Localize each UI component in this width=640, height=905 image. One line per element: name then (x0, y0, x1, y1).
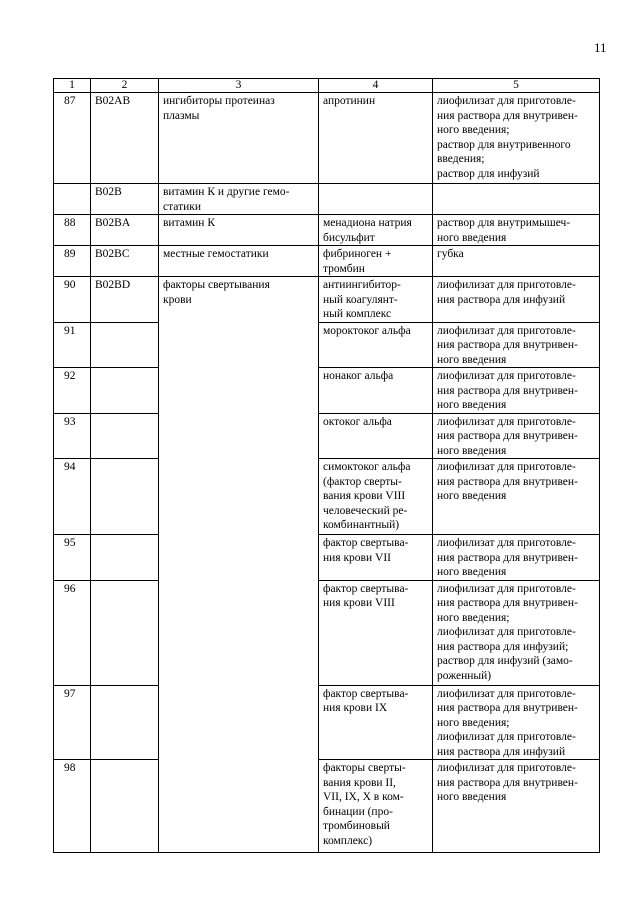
substance-name: фибриноген + тромбин (319, 246, 433, 277)
header-col-2: 2 (91, 79, 159, 93)
dosage-form: губка (433, 246, 600, 277)
substance-name: менадиона натрия бисульфит (319, 215, 433, 246)
page-number: 11 (594, 40, 607, 55)
row-number: 91 (54, 322, 91, 368)
header-col-4: 4 (319, 79, 433, 93)
dosage-form: раствор для внутримышеч- ного введения (433, 215, 600, 246)
row-number: 92 (54, 368, 91, 414)
atc-code (91, 760, 159, 853)
dosage-form: лиофилизат для приготовле- ния раствора для внутривен- ного введения (433, 322, 600, 368)
group-name: ингибиторы протеиназ плазмы (159, 93, 319, 184)
substance-name: факторы сверты- вания крови II, VII, IX, X в ком- бинации (про- тромбиновый комплекс) (319, 760, 433, 853)
substance-name: фактор свертыва- ния крови VIII (319, 580, 433, 685)
row-number: 90 (54, 277, 91, 323)
substance-name: апротинин (319, 93, 433, 184)
substance-name: октоког альфа (319, 413, 433, 459)
substance-name (319, 184, 433, 215)
table-row (54, 459, 600, 535)
row-number: 87 (54, 93, 91, 184)
atc-code: B02BC (91, 246, 159, 277)
atc-code (91, 413, 159, 459)
table-header-row (54, 79, 600, 93)
header-col-1: 1 (54, 79, 91, 93)
row-number: 96 (54, 580, 91, 685)
dosage-form: лиофилизат для приготовле- ния раствора для внутривен- ного введения; лиофилизат для приготовле- ния раствора для инфузий; раствор для инфузий (замо- роженный) (433, 580, 600, 685)
dosage-form: лиофилизат для приготовле- ния раствора для внутривен- ного введения (433, 459, 600, 535)
table-row (54, 413, 600, 459)
drug-table (53, 78, 600, 853)
table-row (54, 277, 600, 323)
row-number: 89 (54, 246, 91, 277)
header-col-3: 3 (159, 79, 319, 93)
atc-code: B02BD (91, 277, 159, 323)
atc-code: B02AB (91, 93, 159, 184)
row-number: 98 (54, 760, 91, 853)
table-row (54, 580, 600, 685)
table-row (54, 760, 600, 853)
table-row (54, 93, 600, 184)
row-number: 97 (54, 685, 91, 760)
group-name: факторы свертывания крови (159, 277, 319, 853)
atc-code (91, 459, 159, 535)
dosage-form: лиофилизат для приготовле- ния раствора для внутривен- ного введения (433, 760, 600, 853)
row-number (54, 184, 91, 215)
dosage-form: лиофилизат для приготовле- ния раствора для внутривен- ного введения (433, 368, 600, 414)
row-number: 95 (54, 535, 91, 581)
dosage-form (433, 184, 600, 215)
row-number: 88 (54, 215, 91, 246)
substance-name: антиингибитор- ный коагулянт- ный комплекс (319, 277, 433, 323)
dosage-form: лиофилизат для приготовле- ния раствора для внутривен- ного введения; лиофилизат для приготовле- ния раствора для инфузий (433, 685, 600, 760)
table-row (54, 215, 600, 246)
atc-code (91, 580, 159, 685)
substance-name: нонаког альфа (319, 368, 433, 414)
row-number: 94 (54, 459, 91, 535)
dosage-form: лиофилизат для приготовле- ния раствора для инфузий (433, 277, 600, 323)
substance-name: фактор свертыва- ния крови IX (319, 685, 433, 760)
table-row (54, 184, 600, 215)
atc-code (91, 368, 159, 414)
table-row (54, 246, 600, 277)
table-row (54, 368, 600, 414)
table-row (54, 685, 600, 760)
dosage-form: лиофилизат для приготовле- ния раствора для внутривен- ного введения (433, 413, 600, 459)
header-col-5: 5 (433, 79, 600, 93)
row-number: 93 (54, 413, 91, 459)
dosage-form: лиофилизат для приготовле- ния раствора для внутривен- ного введения (433, 535, 600, 581)
table-row (54, 322, 600, 368)
atc-code (91, 322, 159, 368)
group-name: витамин К и другие гемо- статики (159, 184, 319, 215)
group-name: витамин К (159, 215, 319, 246)
atc-code: B02BA (91, 215, 159, 246)
substance-name: симоктоког альфа (фактор сверты- вания крови VIII человеческий ре- комбинантный) (319, 459, 433, 535)
atc-code (91, 535, 159, 581)
dosage-form: лиофилизат для приготовле- ния раствора для внутривен- ного введения; раствор для внутривенного введения; раствор для инфузий (433, 93, 600, 184)
atc-code: B02B (91, 184, 159, 215)
group-name: местные гемостатики (159, 246, 319, 277)
substance-name: фактор свертыва- ния крови VII (319, 535, 433, 581)
substance-name: мороктоког альфа (319, 322, 433, 368)
table-row (54, 535, 600, 581)
atc-code (91, 685, 159, 760)
